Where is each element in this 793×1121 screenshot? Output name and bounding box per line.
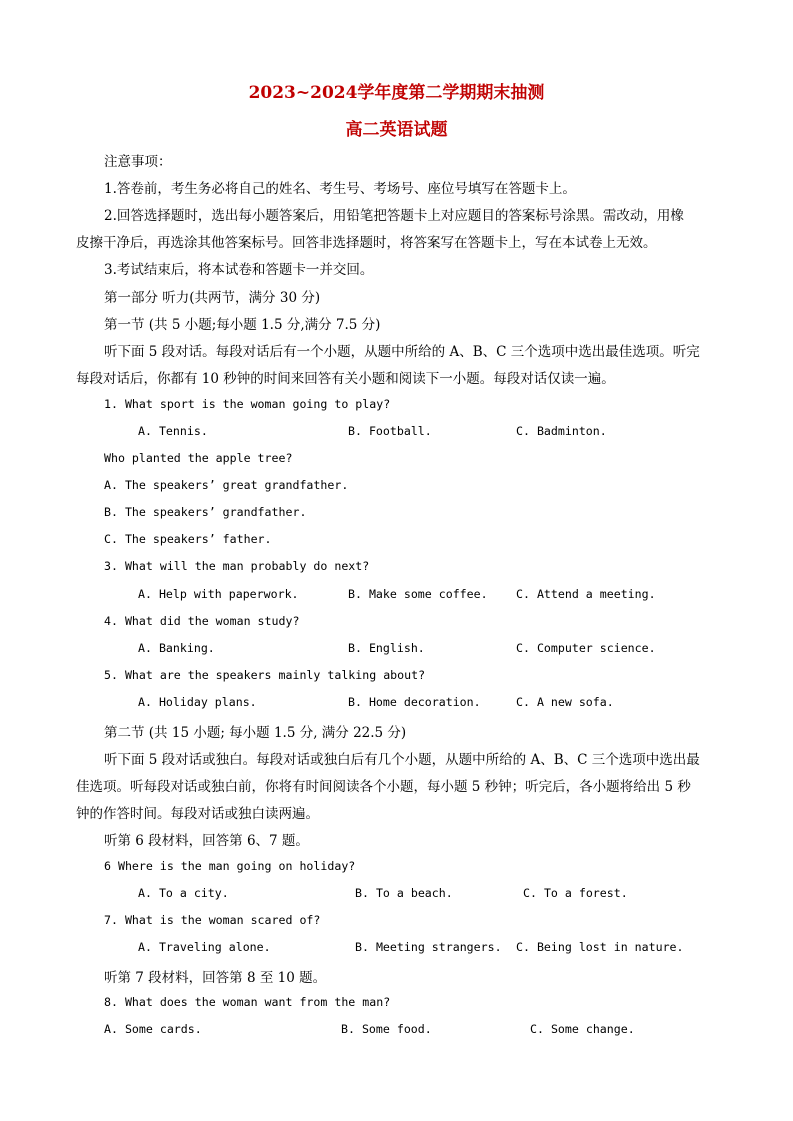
section2-heading: 第二节 (共 15 小题; 每小题 1.5 分, 满分 22.5 分)	[104, 725, 407, 741]
exam-title: 2023~2024学年度第二学期期末抽测	[248, 83, 545, 103]
notice-item-3: 3.考试结束后，将本试卷和答题卡一并交回。	[104, 262, 374, 278]
q7-option-a: A. Traveling alone.	[138, 940, 271, 954]
q7-option-b: B. Meeting strangers.	[355, 940, 502, 954]
section2-instructions-line-3: 钟的作答时间。每段对话或独白读两遍。	[76, 806, 319, 822]
material-6-instruction: 听第 6 段材料，回答第 6、7 题。	[104, 833, 309, 849]
q1-option-c: C. Badminton.	[516, 424, 607, 438]
q4-stem: 4. What did the woman study?	[104, 614, 300, 628]
notice-item-1: 1.答卷前，考生务必将自己的姓名、考生号、考场号、座位号填写在答题卡上。	[104, 181, 576, 197]
q6-stem: 6 Where is the man going on holiday?	[104, 859, 356, 873]
exam-subtitle: 高二英语试题	[345, 120, 448, 140]
material-7-instruction: 听第 7 段材料，回答第 8 至 10 题。	[104, 970, 327, 986]
q1-stem: 1. What sport is the woman going to play?	[104, 397, 391, 411]
section1-heading: 第一节 (共 5 小题;每小题 1.5 分,满分 7.5 分)	[104, 317, 381, 333]
q3-option-a: A. Help with paperwork.	[138, 587, 299, 601]
q2-stem: Who planted the apple tree?	[104, 451, 293, 465]
q5-option-b: B. Home decoration.	[348, 695, 481, 709]
q5-option-c: C. A new sofa.	[516, 695, 614, 709]
notice-item-2-line-1: 2.回答选择题时，选出每小题答案后，用铅笔把答题卡上对应题目的答案标号涂黑。需改动，用橡	[104, 208, 684, 224]
q4-option-b: B. English.	[348, 641, 425, 655]
q1-option-b: B. Football.	[348, 424, 432, 438]
q7-option-c: C. Being lost in nature.	[516, 940, 684, 954]
q4-option-c: C. Computer science.	[516, 641, 656, 655]
q2-option-b: B. The speakers’ grandfather.	[104, 505, 307, 519]
q1-option-a: A. Tennis.	[138, 424, 208, 438]
q4-option-a: A. Banking.	[138, 641, 215, 655]
q2-option-a: A. The speakers’ great grandfather.	[104, 478, 349, 492]
q3-option-b: B. Make some coffee.	[348, 587, 488, 601]
section1-instructions-line-1: 听下面 5 段对话。每段对话后有一个小题，从题中所给的 A、B、C 三个选项中选出最佳选项。听完	[104, 344, 700, 360]
q7-stem: 7. What is the woman scared of?	[104, 913, 321, 927]
q8-option-a: A. Some cards.	[104, 1022, 202, 1036]
q3-stem: 3. What will the man probably do next?	[104, 559, 370, 573]
q6-option-a: A. To a city.	[138, 886, 229, 900]
q3-option-c: C. Attend a meeting.	[516, 587, 656, 601]
q8-option-b: B. Some food.	[341, 1022, 432, 1036]
section1-instructions-line-2: 每段对话后，你都有 10 秒钟的时间来回答有关小题和阅读下一小题。每段对话仅读一遍。	[76, 371, 615, 387]
notice-item-2-line-2: 皮擦干净后，再选涂其他答案标号。回答非选择题时，将答案写在答题卡上，写在本试卷上无效。	[76, 235, 657, 251]
q6-option-c: C. To a forest.	[523, 886, 628, 900]
part1-heading: 第一部分 听力(共两节，满分 30 分)	[104, 290, 321, 306]
section2-instructions-line-2: 佳选项。听每段对话或独白前，你将有时间阅读各个小题，每小题 5 秒钟；听完后，各小题将给出 5 秒	[76, 779, 691, 795]
q8-option-c: C. Some change.	[530, 1022, 635, 1036]
notice-heading: 注意事项：	[104, 154, 172, 170]
section2-instructions-line-1: 听下面 5 段对话或独白。每段对话或独白后有几个小题，从题中所给的 A、B、C 三个选项中选出最	[104, 752, 700, 768]
q6-option-b: B. To a beach.	[355, 886, 453, 900]
q5-stem: 5. What are the speakers mainly talking about?	[104, 668, 426, 682]
q8-stem: 8. What does the woman want from the man?	[104, 995, 391, 1009]
q2-option-c: C. The speakers’ father.	[104, 532, 272, 546]
q5-option-a: A. Holiday plans.	[138, 695, 257, 709]
